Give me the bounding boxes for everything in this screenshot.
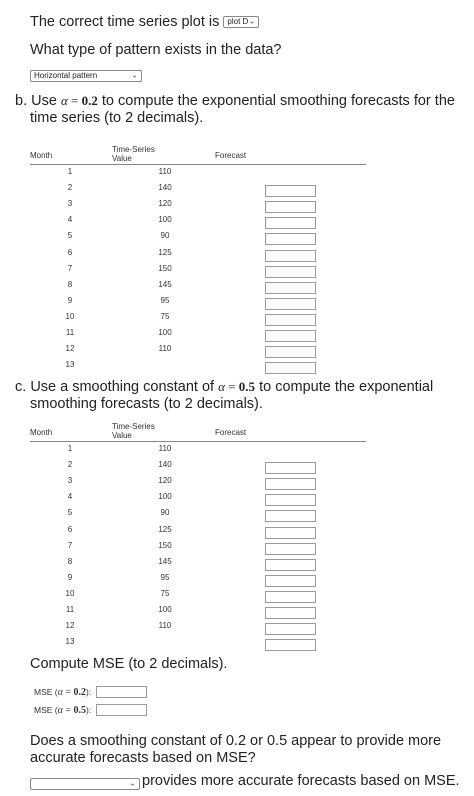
alpha-0-5-forecast-input-9[interactable] [265, 575, 316, 587]
value-cell: 110 [158, 167, 172, 176]
mse-heading: Compute MSE (to 2 decimals). [30, 656, 228, 672]
alpha-0-2-forecast-input-7[interactable] [265, 266, 316, 278]
plot-question: The correct time series plot is plot D ⌄ [30, 14, 259, 30]
value-cell: 95 [160, 295, 170, 305]
part-b-line2: time series (to 2 decimals). [30, 110, 204, 126]
month-cell: 5 [67, 508, 73, 518]
pattern-question: What type of pattern exists in the data? [30, 42, 282, 58]
value-cell: 75 [160, 311, 170, 321]
month-cell: 13 [65, 360, 75, 370]
alpha-0-2-forecast-input-2[interactable] [265, 185, 316, 197]
header-rule [30, 441, 366, 442]
month-cell: 2 [67, 183, 73, 193]
part-d-line2: accurate forecasts based on MSE? [30, 750, 256, 766]
value-cell: 75 [160, 588, 170, 598]
month-cell: 8 [67, 556, 73, 566]
chevron-down-icon: ⌄ [248, 16, 256, 26]
alpha-0-5-forecast-input-3[interactable] [265, 478, 316, 490]
value-cell: 100 [158, 492, 172, 502]
chevron-down-icon: ⌄ [131, 70, 138, 80]
pattern-select[interactable]: Horizontal pattern ⌄ [30, 70, 142, 82]
mse-input-alpha-0-2[interactable] [96, 686, 147, 698]
alpha-0-5-forecast-input-13[interactable] [265, 639, 316, 651]
value-cell: 110 [158, 621, 172, 631]
value-cell: 100 [158, 215, 172, 225]
month-cell: 5 [67, 231, 73, 241]
chevron-down-icon: ⌄ [129, 778, 136, 788]
alpha-0-5-forecast-input-2[interactable] [265, 462, 316, 474]
value-cell: 140 [158, 183, 172, 193]
month-cell: 4 [67, 492, 73, 502]
value-cell: 150 [158, 540, 172, 550]
part-d-suffix: provides more accurate forecasts based on MSE. [142, 773, 460, 789]
alpha-0-2-forecast-input-9[interactable] [265, 298, 316, 310]
col-header-month: Month [30, 428, 53, 437]
value-cell: 145 [158, 279, 172, 289]
value-cell: 95 [160, 572, 170, 582]
part-b-line1: b. Use α = 0.2 to compute the exponential smoothing forecasts for the [15, 93, 455, 109]
part-d-line1: Does a smoothing constant of 0.2 or 0.5 appear to provide more [30, 733, 442, 749]
month-cell: 12 [65, 344, 75, 354]
month-cell: 3 [67, 476, 73, 486]
alpha-0-2-forecast-input-5[interactable] [265, 233, 316, 245]
month-cell: 7 [67, 540, 73, 550]
value-cell: 125 [158, 524, 172, 534]
value-cell: 110 [158, 344, 172, 354]
header-rule [30, 164, 366, 165]
col-header-value-line1: Time-Series [112, 422, 155, 431]
month-cell: 4 [67, 215, 73, 225]
alpha-0-5-forecast-input-11[interactable] [265, 607, 316, 619]
mse-label-alpha-0-2: MSE (α = 0.2): [34, 687, 92, 698]
mse-label-alpha-0-5: MSE (α = 0.5): [34, 705, 92, 716]
part-c-line2: smoothing forecasts (to 2 decimals). [30, 396, 263, 412]
month-cell: 1 [67, 167, 73, 176]
month-cell: 6 [67, 524, 73, 534]
value-cell: 100 [158, 328, 172, 337]
value-cell: 100 [158, 605, 172, 614]
col-header-forecast: Forecast [215, 428, 247, 437]
value-cell: 90 [160, 508, 170, 518]
month-cell: 11 [65, 605, 75, 614]
month-cell: 10 [65, 311, 75, 321]
month-cell: 11 [65, 328, 75, 337]
value-cell: 145 [158, 556, 172, 566]
month-cell: 12 [65, 621, 75, 631]
month-cell: 7 [67, 263, 73, 273]
alpha-0-5-forecast-input-4[interactable] [265, 494, 316, 506]
month-cell: 10 [65, 588, 75, 598]
best-alpha-select[interactable] [30, 778, 140, 790]
col-header-month: Month [30, 151, 53, 160]
alpha-0-2-forecast-input-11[interactable] [265, 330, 316, 342]
alpha-0-2-forecast-input-10[interactable] [265, 314, 316, 326]
alpha-0-2-forecast-input-6[interactable] [265, 250, 316, 262]
alpha-0-2-forecast-input-4[interactable] [265, 217, 316, 229]
month-cell: 9 [67, 295, 73, 305]
forecast-table-alpha-0-2 [30, 145, 366, 370]
alpha-0-2-forecast-input-12[interactable] [265, 346, 316, 358]
month-cell: 13 [65, 637, 75, 647]
alpha-0-2-forecast-input-13[interactable] [265, 362, 316, 374]
part-c-line1: c. Use a smoothing constant of α = 0.5 to compute the exponential [15, 379, 434, 395]
alpha-0-5-forecast-input-8[interactable] [265, 559, 316, 571]
value-cell: 120 [158, 199, 172, 209]
mse-input-alpha-0-5[interactable] [96, 704, 147, 716]
alpha-0-5-forecast-input-7[interactable] [265, 543, 316, 555]
month-cell: 3 [67, 199, 73, 209]
value-cell: 90 [160, 231, 170, 241]
value-cell: 110 [158, 444, 172, 453]
alpha-0-5-forecast-input-5[interactable] [265, 510, 316, 522]
month-cell: 1 [67, 444, 73, 453]
alpha-0-2-forecast-input-8[interactable] [265, 282, 316, 294]
col-header-forecast: Forecast [215, 151, 247, 160]
alpha-0-5-forecast-input-12[interactable] [265, 623, 316, 635]
value-cell: 120 [158, 476, 172, 486]
value-cell: 140 [158, 460, 172, 470]
month-cell: 6 [67, 247, 73, 257]
forecast-table-alpha-0-5 [30, 422, 366, 647]
month-cell: 8 [67, 279, 73, 289]
alpha-0-5-forecast-input-6[interactable] [265, 527, 316, 539]
month-cell: 9 [67, 572, 73, 582]
alpha-0-5-forecast-input-10[interactable] [265, 591, 316, 603]
plot-select[interactable]: plot D ⌄ [223, 16, 259, 28]
month-cell: 2 [67, 460, 73, 470]
value-cell: 150 [158, 263, 172, 273]
alpha-0-2-forecast-input-3[interactable] [265, 201, 316, 213]
value-cell: 125 [158, 247, 172, 257]
col-header-value-line1: Time-Series [112, 145, 155, 154]
col-header-value-line2: Value [112, 431, 132, 440]
col-header-value-line2: Value [112, 154, 132, 163]
